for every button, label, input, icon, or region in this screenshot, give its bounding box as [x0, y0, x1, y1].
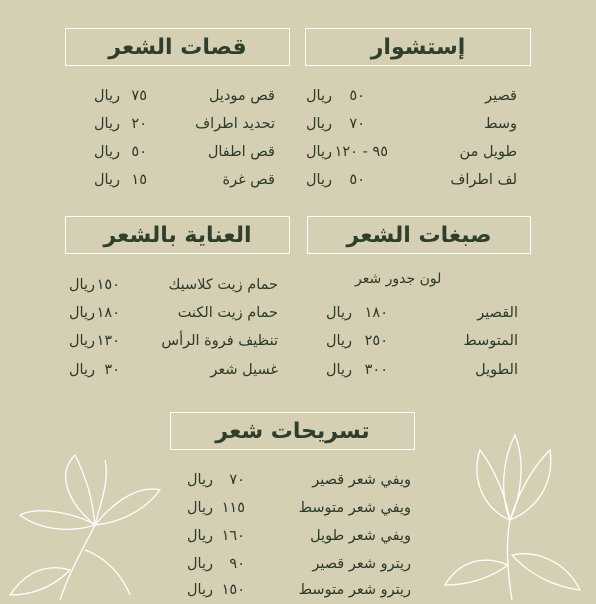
item-price: ٥٠	[349, 88, 365, 104]
item-price: ١٨٠	[364, 305, 388, 321]
item-unit: ريال	[187, 472, 213, 488]
list-item	[80, 172, 280, 194]
item-name: ويفي شعر قصير	[312, 472, 411, 488]
list-item	[60, 333, 280, 355]
item-unit: ريال	[326, 362, 352, 378]
list-item	[80, 88, 280, 110]
item-name: ويفي شعر طويل	[310, 528, 411, 544]
section-title-haircuts: قصات الشعر	[65, 28, 290, 66]
item-price: ١٨٠	[96, 305, 120, 321]
item-unit: ريال	[187, 528, 213, 544]
list-item	[180, 528, 415, 550]
item-price: ٧٥	[131, 88, 147, 104]
item-unit: ريال	[326, 333, 352, 349]
list-item	[60, 305, 280, 327]
list-item	[300, 88, 520, 110]
list-item	[300, 144, 520, 166]
item-price: ١٣٠	[96, 333, 120, 349]
list-item	[80, 144, 280, 166]
list-item	[60, 362, 280, 384]
list-item	[300, 333, 520, 355]
item-unit: ريال	[69, 305, 95, 321]
item-name: الطويل	[475, 362, 518, 378]
item-price: ١٥	[131, 172, 147, 188]
item-unit: ريال	[306, 88, 332, 104]
item-name: قص موديل	[208, 88, 275, 104]
item-price: ٩٥ - ١٢٠	[334, 144, 388, 160]
item-unit: ريال	[94, 116, 120, 132]
item-name: تحديد اطراف	[195, 116, 275, 132]
item-price: ١١٥	[221, 500, 245, 516]
item-name: طويل من	[459, 144, 517, 160]
item-unit: ريال	[69, 333, 95, 349]
item-price: ٣٠	[104, 362, 120, 378]
list-item	[300, 116, 520, 138]
item-unit: ريال	[306, 116, 332, 132]
item-name: وسط	[484, 116, 517, 132]
item-price: ٩٠	[229, 556, 245, 572]
item-unit: ريال	[94, 172, 120, 188]
item-price: ٣٠٠	[364, 362, 388, 378]
list-item	[180, 582, 415, 604]
item-price: ٧٠	[349, 116, 365, 132]
section-title-dyes: صبغات الشعر	[307, 216, 531, 254]
list-item	[180, 500, 415, 522]
list-item	[80, 116, 280, 138]
item-price: ٥٠	[349, 172, 365, 188]
section-title-blowdry: إستشوار	[305, 28, 531, 66]
item-unit: ريال	[69, 362, 95, 378]
item-unit: ريال	[187, 556, 213, 572]
item-price: ٢٥٠	[364, 333, 388, 349]
item-price: ١٥٠	[221, 582, 245, 598]
item-name: القصير	[477, 305, 518, 321]
list-item	[180, 556, 415, 578]
item-unit: ريال	[187, 500, 213, 516]
item-name: قصير	[485, 88, 517, 104]
item-unit: ريال	[306, 172, 332, 188]
item-name: غسيل شعر	[210, 362, 278, 378]
item-price: ٧٠	[229, 472, 245, 488]
item-name: حمام زيت الكنت	[177, 305, 278, 321]
section-title-care: العناية بالشعر	[65, 216, 290, 254]
item-name: قص اطفال	[207, 144, 275, 160]
tulip-left-icon	[0, 445, 190, 600]
item-name: المتوسط	[463, 333, 518, 349]
list-item	[300, 305, 520, 327]
item-name: ريترو شعر متوسط	[298, 582, 411, 598]
item-price: ١٥٠	[96, 277, 120, 293]
list-item	[300, 362, 520, 384]
item-name: لف اطراف	[450, 172, 517, 188]
dyes-note: لون جدور شعر	[355, 271, 442, 287]
item-name: قص غرة	[222, 172, 275, 188]
section-title-styles: تسريحات شعر	[170, 412, 415, 450]
item-price: ١٦٠	[221, 528, 245, 544]
item-price: ٢٠	[131, 116, 147, 132]
item-name: تنظيف فروة الرأس	[161, 333, 278, 349]
tulip-right-icon	[430, 425, 596, 600]
item-name: حمام زيت كلاسيك	[168, 277, 278, 293]
list-item	[60, 277, 280, 299]
item-unit: ريال	[187, 582, 213, 598]
item-unit: ريال	[94, 88, 120, 104]
list-item	[180, 472, 415, 494]
item-unit: ريال	[94, 144, 120, 160]
item-unit: ريال	[69, 277, 95, 293]
list-item	[300, 172, 520, 194]
item-name: ريترو شعر قصير	[312, 556, 411, 572]
item-price: ٥٠	[131, 144, 147, 160]
item-unit: ريال	[326, 305, 352, 321]
item-name: ويفي شعر متوسط	[298, 500, 411, 516]
item-unit: ريال	[306, 144, 332, 160]
